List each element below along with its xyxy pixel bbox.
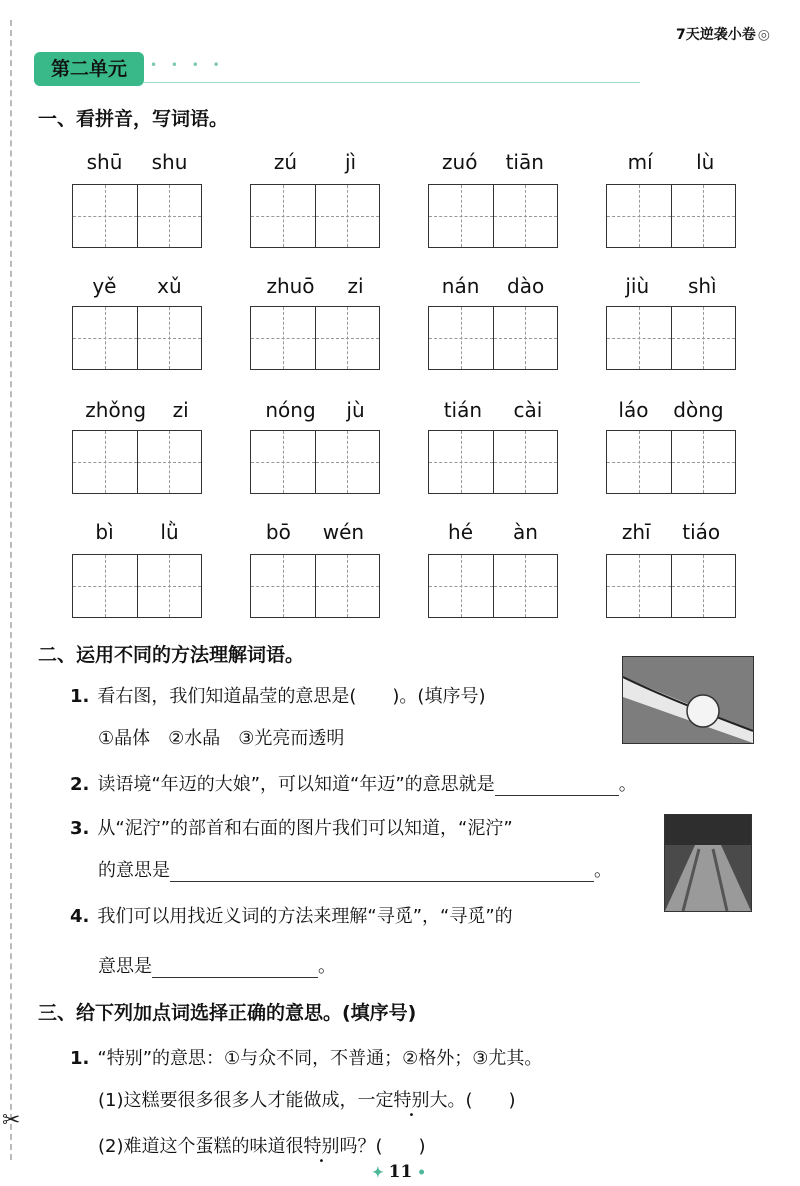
s2-question-2: 2. 读语境“年迈的大娘”，可以知道“年迈”的意思就是 。 [70,774,637,795]
pinyin-label [250,274,380,298]
header-rule [144,82,640,83]
pinyin-syllable: àn [513,520,538,544]
writing-cell[interactable] [672,307,736,369]
sparkle-icon: • [412,1165,427,1181]
s3-sub-1: (1)这糕要很多很多人才能做成，一定特别大。( ) [98,1090,516,1111]
s2-question-4: 4. 我们可以用找近义词的方法来理解“寻觅”，“寻觅”的 [70,906,513,927]
writing-grid [606,430,736,494]
pinyin-syllable: zi [172,398,189,422]
writing-cell[interactable] [138,185,202,247]
s2-q1-options: ①晶体 ②水晶 ③光亮而透明 [98,728,345,749]
series-label: 7天逆袭小卷 ◎ [676,27,770,43]
writing-cell[interactable] [73,185,138,247]
answer-blank[interactable] [152,959,318,978]
writing-cell[interactable] [429,185,494,247]
writing-grid [250,184,380,248]
writing-grid [72,184,202,248]
dotted-word: 特别 [303,1136,340,1157]
writing-grid [250,306,380,370]
writing-grid [250,430,380,494]
sparkle-icon: ✦ [372,1165,389,1181]
pinyin-syllable: zhī [621,520,651,544]
writing-cell[interactable] [251,185,316,247]
crystal-dewdrop-picture [622,656,754,744]
pinyin-syllable: tiān [505,150,544,174]
pinyin-label [72,150,202,174]
writing-cell[interactable] [429,307,494,369]
writing-cell[interactable] [316,431,380,493]
pinyin-syllable: nán [441,274,480,298]
writing-cell[interactable] [607,185,672,247]
muddy-road-picture [664,814,752,912]
section2-title: 二、运用不同的方法理解词语。 [38,644,305,666]
pinyin-syllable: tiáo [682,520,721,544]
writing-cell[interactable] [494,185,558,247]
writing-cell[interactable] [138,555,202,617]
pinyin-syllable: wén [322,520,365,544]
writing-cell[interactable] [251,555,316,617]
writing-cell[interactable] [607,431,672,493]
s2-question-3: 3. 从“泥泞”的部首和右面的图片我们可以知道，“泥泞” [70,818,513,839]
pinyin-label [606,520,736,544]
writing-cell[interactable] [316,555,380,617]
writing-cell[interactable] [494,555,558,617]
unit-title: 第二单元 [34,52,144,86]
pinyin-syllable: hé [448,520,473,544]
writing-grid [606,184,736,248]
pinyin-syllable: tián [443,398,483,422]
pinyin-syllable: dào [507,274,545,298]
writing-grid [428,554,558,618]
writing-cell[interactable] [316,185,380,247]
pinyin-label [428,398,558,422]
pinyin-syllable: zhuō [266,274,315,298]
pinyin-label [606,398,736,422]
writing-cell[interactable] [251,431,316,493]
pinyin-syllable: zú [273,150,298,174]
pinyin-label [428,520,558,544]
pinyin-syllable: yě [92,274,117,298]
pinyin-label [72,398,202,422]
cut-line [10,20,12,1160]
writing-cell[interactable] [607,307,672,369]
s2-q4-line2: 意思是 。 [98,956,336,977]
pinyin-syllable: shì [687,274,717,298]
pinyin-syllable: lǜ [160,520,179,544]
writing-cell[interactable] [494,431,558,493]
pinyin-syllable: nóng [265,398,316,422]
writing-grid [606,306,736,370]
scissors-icon: ✂ [2,1108,21,1133]
pinyin-label [428,274,558,298]
writing-cell[interactable] [607,555,672,617]
writing-grid [72,306,202,370]
spiral-icon: ◎ [757,27,770,43]
pinyin-syllable: láo [618,398,649,422]
pinyin-label [606,274,736,298]
writing-cell[interactable] [73,307,138,369]
pinyin-label [250,398,380,422]
pinyin-syllable: mí [627,150,653,174]
writing-cell[interactable] [672,185,736,247]
pinyin-syllable: xǔ [157,274,182,298]
writing-cell[interactable] [73,431,138,493]
writing-grid [72,430,202,494]
section1-title: 一、看拼音，写词语。 [38,108,229,130]
pinyin-syllable: bō [265,520,291,544]
writing-grid [428,306,558,370]
s3-question-1: 1. “特别”的意思：①与众不同，不普通；②格外；③尤其。 [70,1048,543,1069]
writing-grid [250,554,380,618]
pinyin-syllable: zi [347,274,364,298]
pinyin-label [250,520,380,544]
pinyin-syllable: jì [344,150,357,174]
decor-dots-icon: • • • • [150,58,225,72]
pinyin-syllable: zhǒng [85,398,147,422]
pinyin-label [428,150,558,174]
pinyin-syllable: jiù [625,274,650,298]
section3-title: 三、给下列加点词选择正确的意思。(填序号) [38,1002,417,1024]
pinyin-label [250,150,380,174]
s2-question-1: 1. 看右图，我们知道晶莹的意思是( )。(填序号) [70,686,486,707]
dotted-word: 特别 [393,1090,430,1111]
writing-cell[interactable] [138,307,202,369]
writing-cell[interactable] [672,431,736,493]
pinyin-syllable: lù [696,150,715,174]
writing-cell[interactable] [429,431,494,493]
writing-cell[interactable] [494,307,558,369]
pinyin-syllable: shū [86,150,123,174]
writing-grid [428,430,558,494]
writing-cell[interactable] [672,555,736,617]
writing-cell[interactable] [73,555,138,617]
writing-cell[interactable] [138,431,202,493]
pinyin-syllable: bì [95,520,114,544]
pinyin-label [72,520,202,544]
pinyin-label [72,274,202,298]
writing-cell[interactable] [429,555,494,617]
pinyin-syllable: zuó [442,150,478,174]
writing-grid [428,184,558,248]
pinyin-label [606,150,736,174]
pinyin-syllable: shu [151,150,188,174]
writing-cell[interactable] [251,307,316,369]
s3-sub-2: (2)难道这个蛋糕的味道很特别吗？( ) [98,1136,426,1157]
s2-q3-line2: 的意思是 。 [98,860,612,881]
writing-grid [606,554,736,618]
answer-blank[interactable] [170,863,594,882]
pinyin-syllable: cài [513,398,543,422]
writing-grid [72,554,202,618]
writing-cell[interactable] [316,307,380,369]
page-number: ✦ 11 • [372,1162,427,1182]
answer-blank[interactable] [495,777,619,796]
pinyin-syllable: jù [346,398,365,422]
pinyin-syllable: dòng [673,398,724,422]
